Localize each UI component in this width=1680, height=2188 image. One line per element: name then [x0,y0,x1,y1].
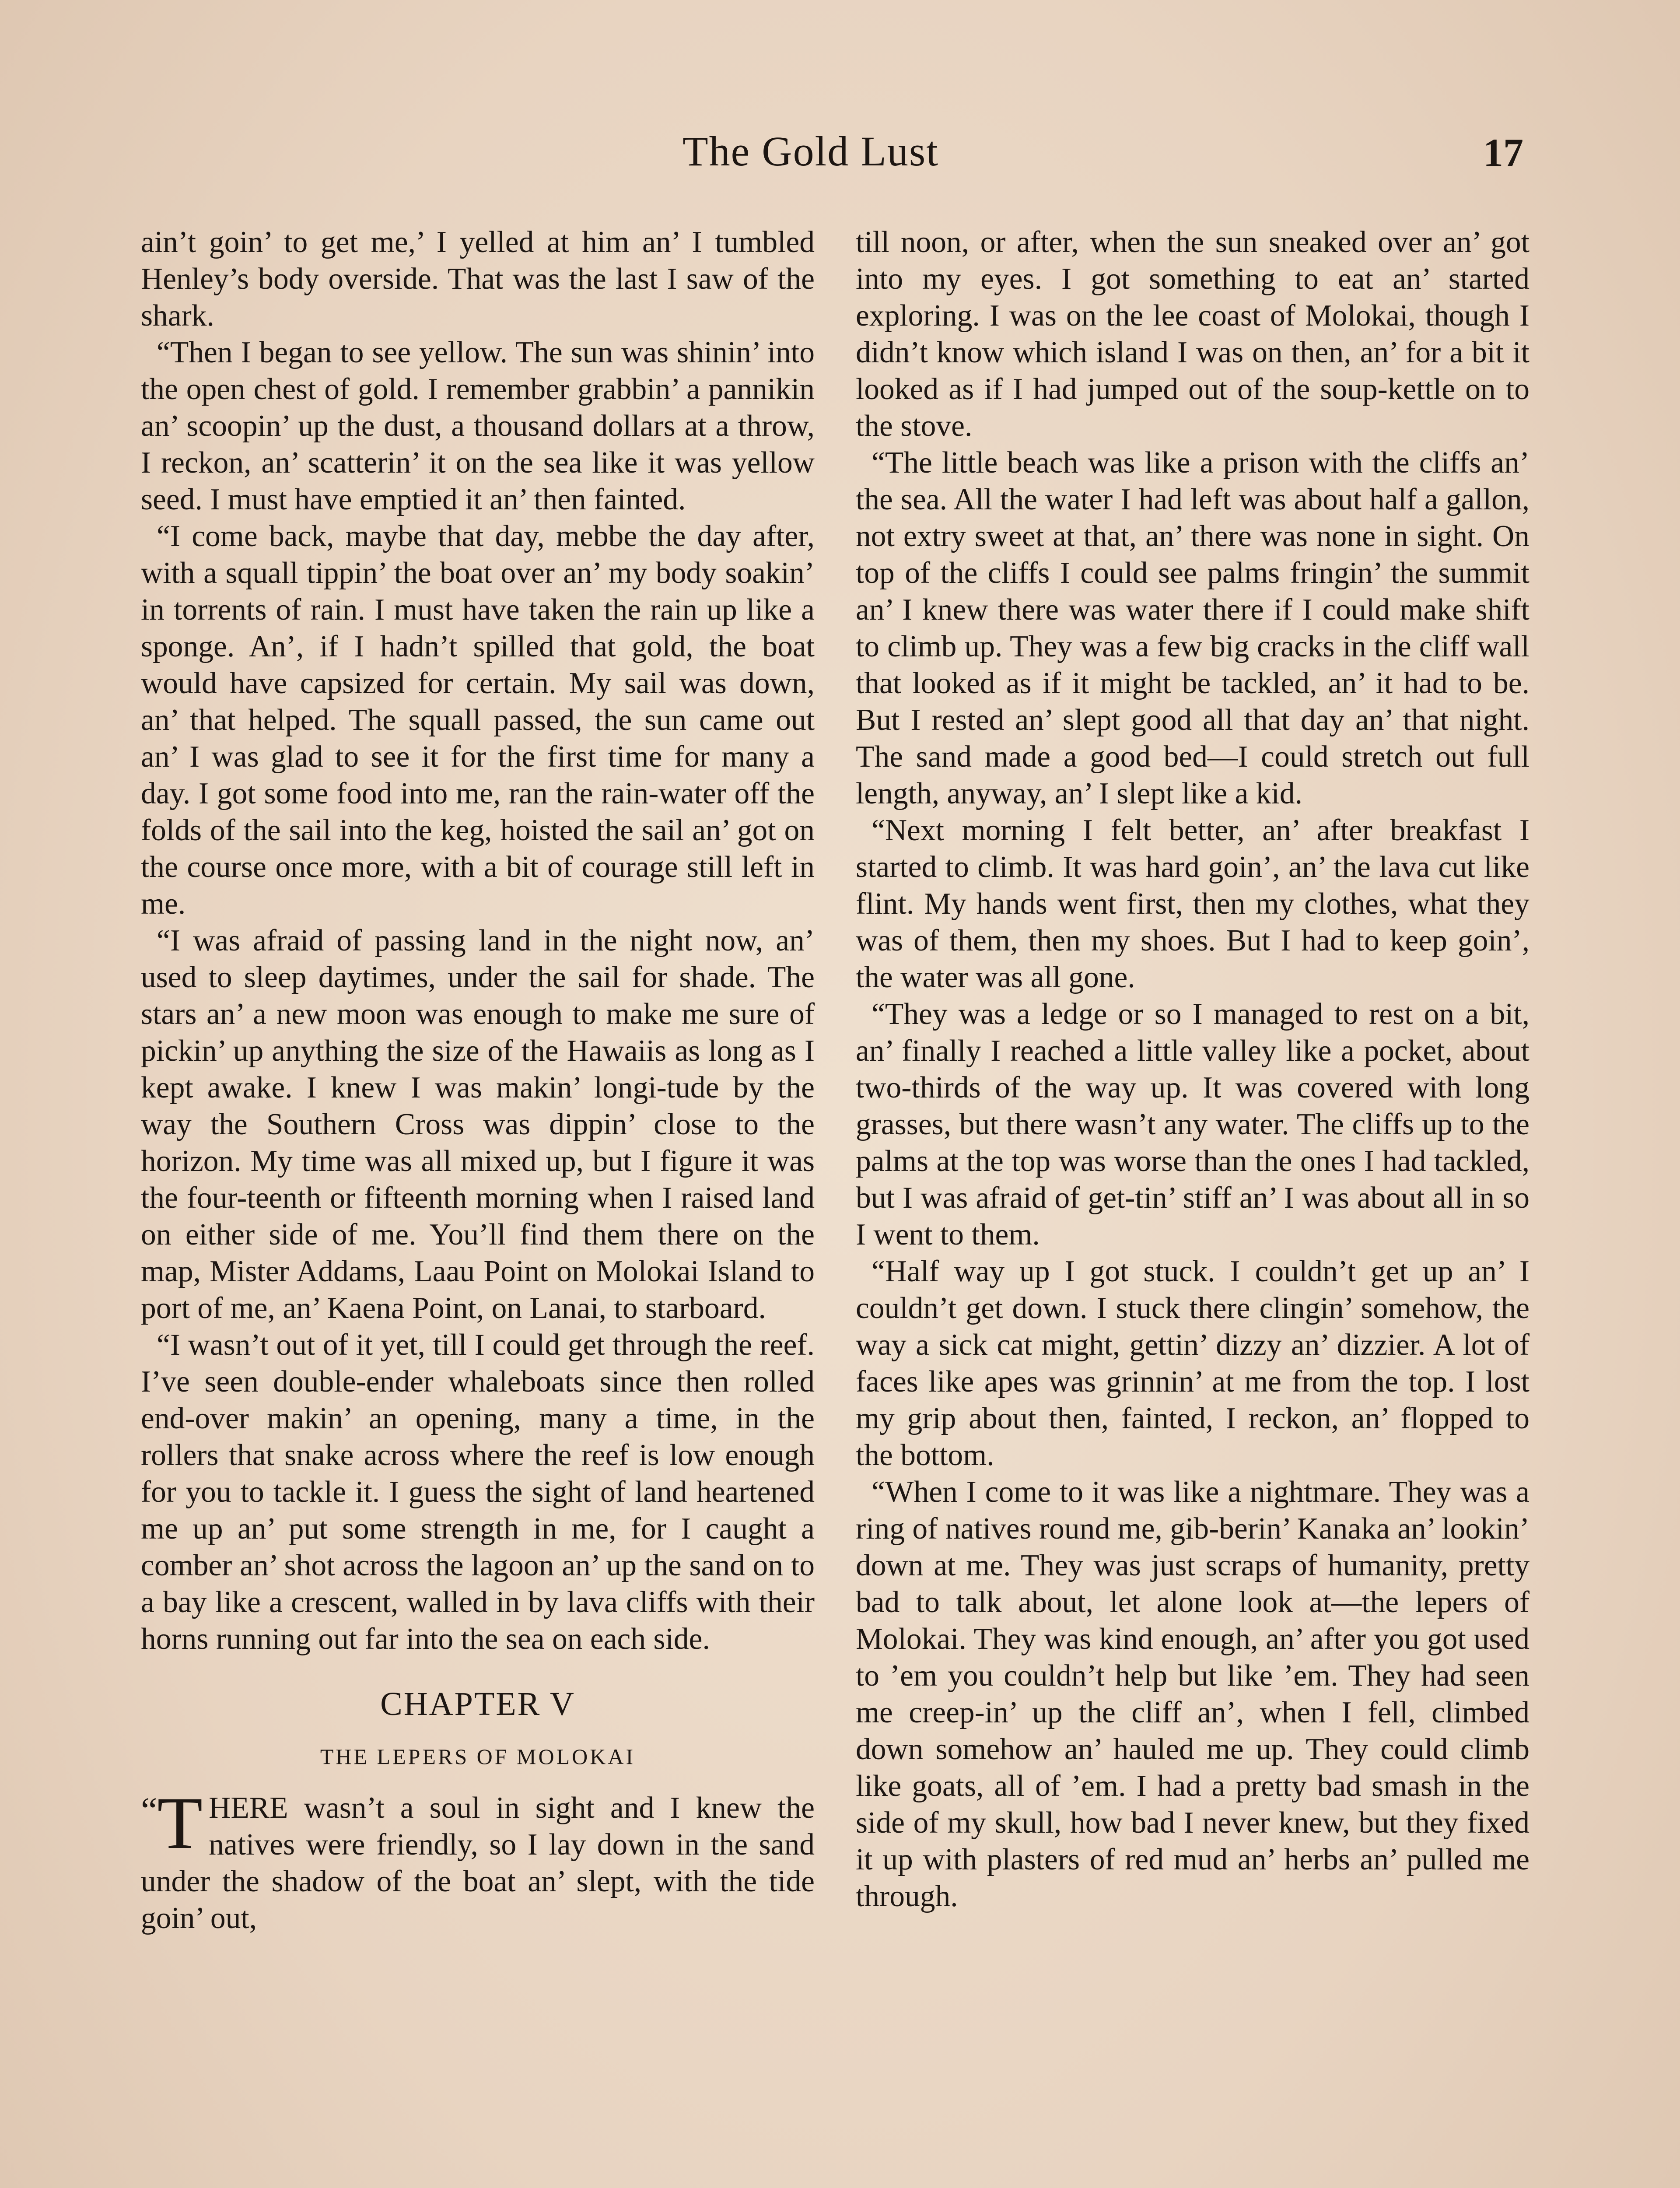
paragraph: “Next morning I felt better, an’ after breakfast I started to climb. It was hard goin’, an’ the lava cut like flint. My hands went first, then my clothes, what they was of them, then my shoes. But I had to keep goin’, the water was all gone. [856,813,1530,994]
dropcap-quote: “ [141,1790,158,1831]
paragraph: “I come back, maybe that day, mebbe the day after, with a squall tippin’ the boat over an’ my body soakin’ in torrents of rain. I must have taken the rain up like a sponge. An’, if I hadn’t spilled that gold, the boat would have capsized for certain. My sail was down, an’ that helped. The squall passed, the sun came out an’ I was glad to see it for the first time for many a day. I got some food into me, ran the rain-water off the folds of the sail into the keg, hoisted the sail an’ got on the course once more, with a bit of courage still left in me. [141,519,815,921]
dropcap-text: HERE wasn’t a soul in sight and I knew the natives were friendly, so I lay down in the sand under the shadow of the boat an’ slept, with the tide goin’ out, [141,1791,815,1935]
running-title: The Gold Lust [682,128,939,175]
right-column [856,224,1530,1915]
running-head [0,127,1680,184]
dropcap-paragraph [141,1782,815,1937]
paragraph: ain’t goin’ to get me,’ I yelled at him an’ I tumbled Henley’s body overside. That was the last I saw of the shark. [141,225,815,333]
page-number: 17 [1483,130,1523,175]
dropcap-letter: T [157,1782,203,1864]
paragraph: “Then I began to see yellow. The sun was shinin’ into the open chest of gold. I remember grabbin’ a pannikin an’ scoopin’ up the dust, a thousand dollars at a throw, I reckon, an’ scatterin’ it on the sea like it was yellow seed. I must have emptied it an’ then fainted. [141,336,815,516]
paragraph: “They was a ledge or so I managed to rest on a bit, an’ finally I reached a little valley like a pocket, about two-thirds of the way up. It was covered with long grasses, but there wasn’t any water. The cliffs up to the palms at the top was worse than the ones I had tackled, but I was afraid of get-tin’ stiff an’ I was about all in so I went to them. [856,997,1530,1252]
paragraph: “The little beach was like a prison with the cliffs an’ the sea. All the water I had left was about half a gallon, not extry sweet at that, an’ there was none in sight. On top of the cliffs I could see palms fringin’ the summit an’ I knew there was water there if I could make shift to climb up. They was a few big cracks in the cliff wall that looked as if it might be tackled, an’ it had to be. But I rested an’ slept good all that day an’ that night. The sand made a good bed—I could stretch out full length, anyway, an’ I slept like a kid. [856,446,1530,810]
chapter-heading: CHAPTER V [380,1686,575,1722]
chapter-subtitle: THE LEPERS OF MOLOKAI [320,1744,636,1769]
paragraph: till noon, or after, when the sun sneaked over an’ got into my eyes. I got something to eat an’ started exploring. I was on the lee coast of Molokai, though I didn’t know which island I was on then, an’ for a bit it looked as if I had jumped out of the soup-kettle on to the stove. [856,225,1530,443]
dropcap [141,1782,203,1864]
paragraph: “I was afraid of passing land in the night now, an’ used to sleep daytimes, under the sail for shade. The stars an’ a new moon was enough to make me sure of pickin’ up anything the size of the Hawaiis as long as I kept awake. I knew I was makin’ longi-tude by the way the Southern Cross was dippin’ close to the horizon. My time was all mixed up, but I figure it was the four-teenth or fifteenth morning when I raised land on either side of me. You’ll find them there on the map, Mister Addams, Laau Point on Molokai Island to port of me, an’ Kaena Point, on Lanai, to starboard. [141,924,815,1325]
paragraph: “I wasn’t out of it yet, till I could get through the reef. I’ve seen double-ender whaleboats since then rolled end-over makin’ an opening, many a time, in the rollers that snake across where the reef is low enough for you to tackle it. I guess the sight of land heartened me up an’ put some strength in me, for I caught a comber an’ shot across the lagoon an’ up the sand on to a bay like a crescent, walled in by lava cliffs with their horns running out far into the sea on each side. [141,1328,815,1656]
left-column [141,224,815,1937]
paragraph: “Half way up I got stuck. I couldn’t get up an’ I couldn’t get down. I stuck there clingin’ somehow, the way a sick cat might, gettin’ dizzy an’ dizzier. A lot of faces like apes was grinnin’ at me from the top. I lost my grip about then, fainted, I reckon, an’ flopped to the bottom. [856,1255,1530,1472]
paragraph: “When I come to it was like a nightmare. They was a ring of natives round me, gib-berin’ Kanaka an’ lookin’ down at me. They was just scraps of humanity, pretty bad to talk about, let alone look at—the lepers of Molokai. They was kind enough, an’ after you got used to ’em you couldn’t help but like ’em. They had seen me creep-in’ up the cliff an’, when I fell, climbed down somehow an’ hauled me up. They could climb like goats, all of ’em. I had a pretty bad smash in the side of my skull, how bad I never knew, but they fixed it up with plasters of red mud an’ herbs an’ pulled me through. [856,1475,1530,1913]
